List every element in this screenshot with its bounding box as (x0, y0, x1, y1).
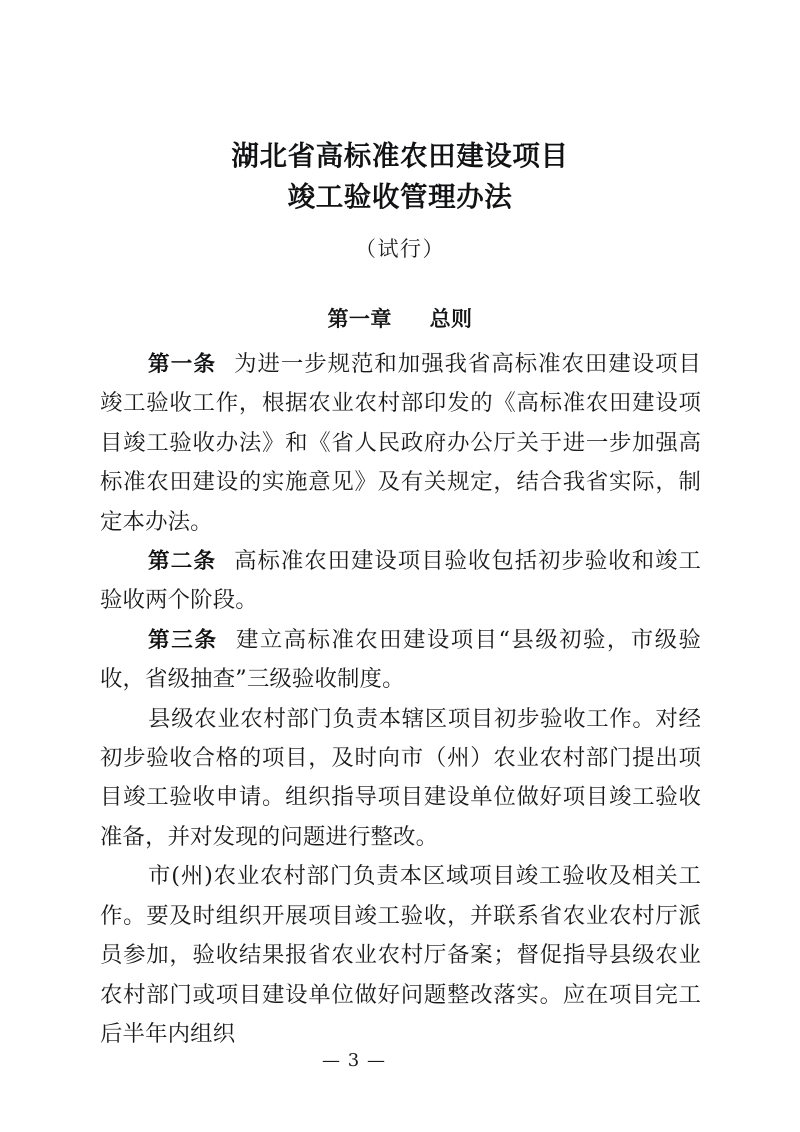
article-paragraph-2 (100, 542, 701, 621)
page-number: — 3 — (322, 1050, 386, 1071)
article-text-2: 高标准农田建设项目验收包括初步验收和竣工验收两个阶段。 (100, 548, 702, 614)
article-paragraph-1 (100, 345, 701, 542)
chapter-heading (0, 305, 800, 333)
article-text-1: 为进一步规范和加强我省高标准农田建设项目竣工验收工作，根据农业农村部印发的《高标准农田建设项目竣工验收办法》和《省人民政府办公厅关于进一步加强高标准农田建设的实施意见》及有关规定，结合我省实际，制定本办法。 (100, 351, 702, 535)
document-subtitle: （试行） (355, 237, 445, 261)
body-paragraph-county-level: 县级农业农村部门负责本辖区项目初步验收工作。对经初步验收合格的项目，及时向市（州）农业农村部门提出项目竣工验收申请。组织指导项目建设单位做好项目竣工验收准备，并对发现的问题进行整改。 (100, 705, 701, 850)
article-label-2: 第二条 (148, 549, 217, 575)
document-body (100, 345, 701, 1054)
article-text-3: 建立高标准农田建设项目“县级初验，市级验收，省级抽查”三级验收制度。 (100, 626, 701, 693)
article-label-3: 第三条 (148, 627, 218, 653)
document-title-line-2: 竣工验收管理办法 (287, 181, 513, 213)
document-title-block (0, 136, 800, 263)
chapter-name: 总则 (429, 307, 473, 331)
article-label-1: 第一条 (148, 352, 217, 377)
body-paragraph-city-level: 市(州)农业农村部门负责本区域项目竣工验收及相关工作。要及时组织开展项目竣工验收，并联系省农业农村厅派员参加，验收结果报省农业农村厅备案；督促指导县级农业农村部门或项目建设单位做好问题整改落实。应在项目完工后半年内组织 (100, 863, 701, 1047)
document-title-line-1: 湖北省高标准农田建设项目 (231, 140, 569, 172)
chapter-number: 第一章 (327, 307, 392, 331)
page-footer (0, 1050, 800, 1071)
article-paragraph-3 (100, 621, 701, 700)
